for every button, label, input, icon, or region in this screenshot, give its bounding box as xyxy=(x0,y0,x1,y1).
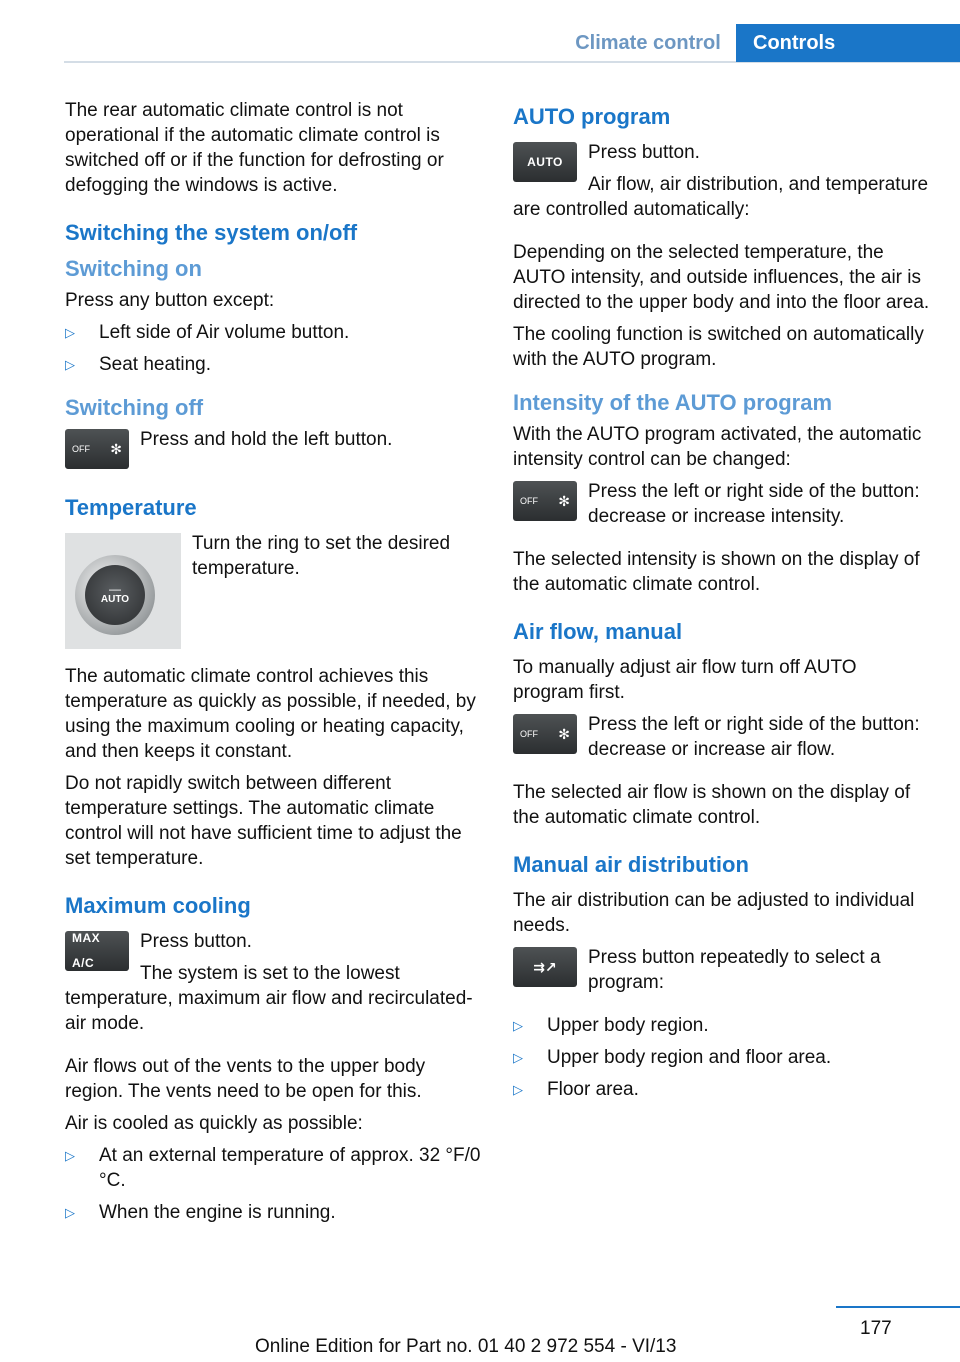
auto-text-2: Air flow, air distribution, and temperature are controlled automatically: xyxy=(513,174,929,220)
temperature-heading: Temperature xyxy=(65,495,197,520)
switching-off-heading: Switching off xyxy=(65,395,204,420)
air-distribution-list xyxy=(513,1013,931,1102)
intensity-paragraph: The selected intensity is shown on the display of the automatic climate control. xyxy=(513,549,920,595)
air-distribution-heading: Manual air distribution xyxy=(513,852,749,877)
list-item: ▷ Seat heating. xyxy=(65,354,211,375)
list-item: ▷ Upper body region. xyxy=(513,1015,709,1036)
auto-block xyxy=(513,140,931,222)
max-cooling-paragraph-2: Air is cooled as quickly as possible: xyxy=(65,1113,363,1134)
list-item: ▷ At an external temperature of approx. 32 °F/0 °C. xyxy=(65,1145,481,1191)
intensity-block xyxy=(513,479,931,529)
list-item: ▷ Floor area. xyxy=(513,1079,639,1100)
fan-icon: ✻ xyxy=(558,725,570,742)
max-cooling-block xyxy=(65,929,483,1036)
minus-icon: — xyxy=(109,582,121,596)
left-column xyxy=(65,98,483,1232)
off-label: OFF xyxy=(520,495,538,506)
intensity-text: With the AUTO program activated, the automatic intensity control can be changed: xyxy=(513,424,922,470)
auto-paragraph-1: Depending on the selected temperature, the AUTO intensity, and outside influences, the air is directed to the upper body and into the floor area. xyxy=(513,242,930,313)
air-flow-paragraph: The selected air flow is shown on the display of the automatic climate control. xyxy=(513,782,911,828)
off-fan-button-image xyxy=(513,714,577,754)
right-column xyxy=(513,98,931,1109)
list-item: ▷ Left side of Air volume button. xyxy=(65,322,350,343)
footer-rule xyxy=(836,1306,960,1308)
triangle-bullet-icon: ▷ xyxy=(513,1050,523,1065)
off-label: OFF xyxy=(520,728,538,739)
triangle-bullet-icon: ▷ xyxy=(513,1018,523,1033)
knob-center xyxy=(85,565,145,625)
triangle-bullet-icon: ▷ xyxy=(65,1205,75,1220)
max-ac-label: MAX A/C xyxy=(72,931,101,970)
switching-off-block xyxy=(65,427,483,473)
off-label: OFF xyxy=(72,443,90,454)
switching-on-heading: Switching on xyxy=(65,256,202,281)
list-item: ▷ Upper body region and floor area. xyxy=(513,1047,832,1068)
temperature-text: Turn the ring to set the desired temperature. xyxy=(192,533,451,579)
switching-on-list xyxy=(65,320,483,377)
max-cooling-text-2: The system is set to the lowest temperature, maximum air flow and recirculated-air mode. xyxy=(65,963,473,1034)
switching-heading: Switching the system on/off xyxy=(65,220,358,245)
max-cooling-text-1: Press button. xyxy=(140,931,252,952)
temperature-knob-image xyxy=(65,533,181,649)
air-flow-heading: Air flow, manual xyxy=(513,619,683,644)
max-ac-button-image xyxy=(65,931,129,971)
auto-button-image xyxy=(513,142,577,182)
off-fan-button-image xyxy=(513,481,577,521)
triangle-bullet-icon: ▷ xyxy=(65,357,75,372)
temperature-paragraph-2: Do not rapidly switch between different temperature settings. The automatic climate control will not have sufficient time to adjust the set temperature. xyxy=(65,773,462,869)
temperature-block xyxy=(65,531,483,657)
auto-paragraph-2: The cooling function is switched on automatically with the AUTO program. xyxy=(513,324,924,370)
intro-paragraph: The rear automatic climate control is not operational if the automatic climate control is switched off or if the function for defrosting or defogging the windows is active. xyxy=(65,100,444,196)
triangle-bullet-icon: ▷ xyxy=(65,1148,75,1163)
max-cooling-paragraph-1: Air flows out of the vents to the upper body region. The vents need to be open for this. xyxy=(65,1056,426,1102)
switching-on-text: Press any button except: xyxy=(65,290,275,311)
triangle-bullet-icon: ▷ xyxy=(65,325,75,340)
air-distribution-button-image xyxy=(513,947,577,987)
fan-icon: ✻ xyxy=(558,492,570,509)
triangle-bullet-icon: ▷ xyxy=(513,1082,523,1097)
air-distribution-button-text: Press button repeatedly to select a program: xyxy=(588,947,881,993)
air-distribution-text: The air distribution can be adjusted to individual needs. xyxy=(513,890,915,936)
intensity-heading: Intensity of the AUTO program xyxy=(513,390,833,415)
max-cooling-list xyxy=(65,1143,483,1225)
air-flow-button-text: Press the left or right side of the button: decrease or increase air flow. xyxy=(588,714,920,760)
auto-text-1: Press button. xyxy=(588,142,700,163)
footer-text: Online Edition for Part no. 01 40 2 972 554 - VI/13 xyxy=(255,1336,677,1357)
max-cooling-heading: Maximum cooling xyxy=(65,893,251,918)
fan-icon: ✻ xyxy=(110,440,122,457)
chapter-tab: Controls xyxy=(736,24,960,62)
temperature-paragraph-1: The automatic climate control achieves this temperature as quickly as possible, if needed, by using the maximum cooling or heating capacity, and then keeps it constant. xyxy=(65,666,476,762)
air-distribution-icon: ⇉↗ xyxy=(533,958,557,975)
off-fan-button-image xyxy=(65,429,129,469)
auto-program-heading: AUTO program xyxy=(513,104,671,129)
list-item: ▷ When the engine is running. xyxy=(65,1202,336,1223)
auto-label: AUTO xyxy=(527,154,563,169)
page-number: 177 xyxy=(860,1318,892,1339)
air-distribution-block xyxy=(513,945,931,995)
switching-off-text: Press and hold the left button. xyxy=(140,429,393,450)
intensity-button-text: Press the left or right side of the button: decrease or increase intensity. xyxy=(588,481,920,527)
section-tab: Climate control xyxy=(575,31,721,54)
air-flow-text: To manually adjust air flow turn off AUTO program first. xyxy=(513,657,857,703)
knob-auto-label: AUTO xyxy=(100,594,130,605)
air-flow-block xyxy=(513,712,931,762)
